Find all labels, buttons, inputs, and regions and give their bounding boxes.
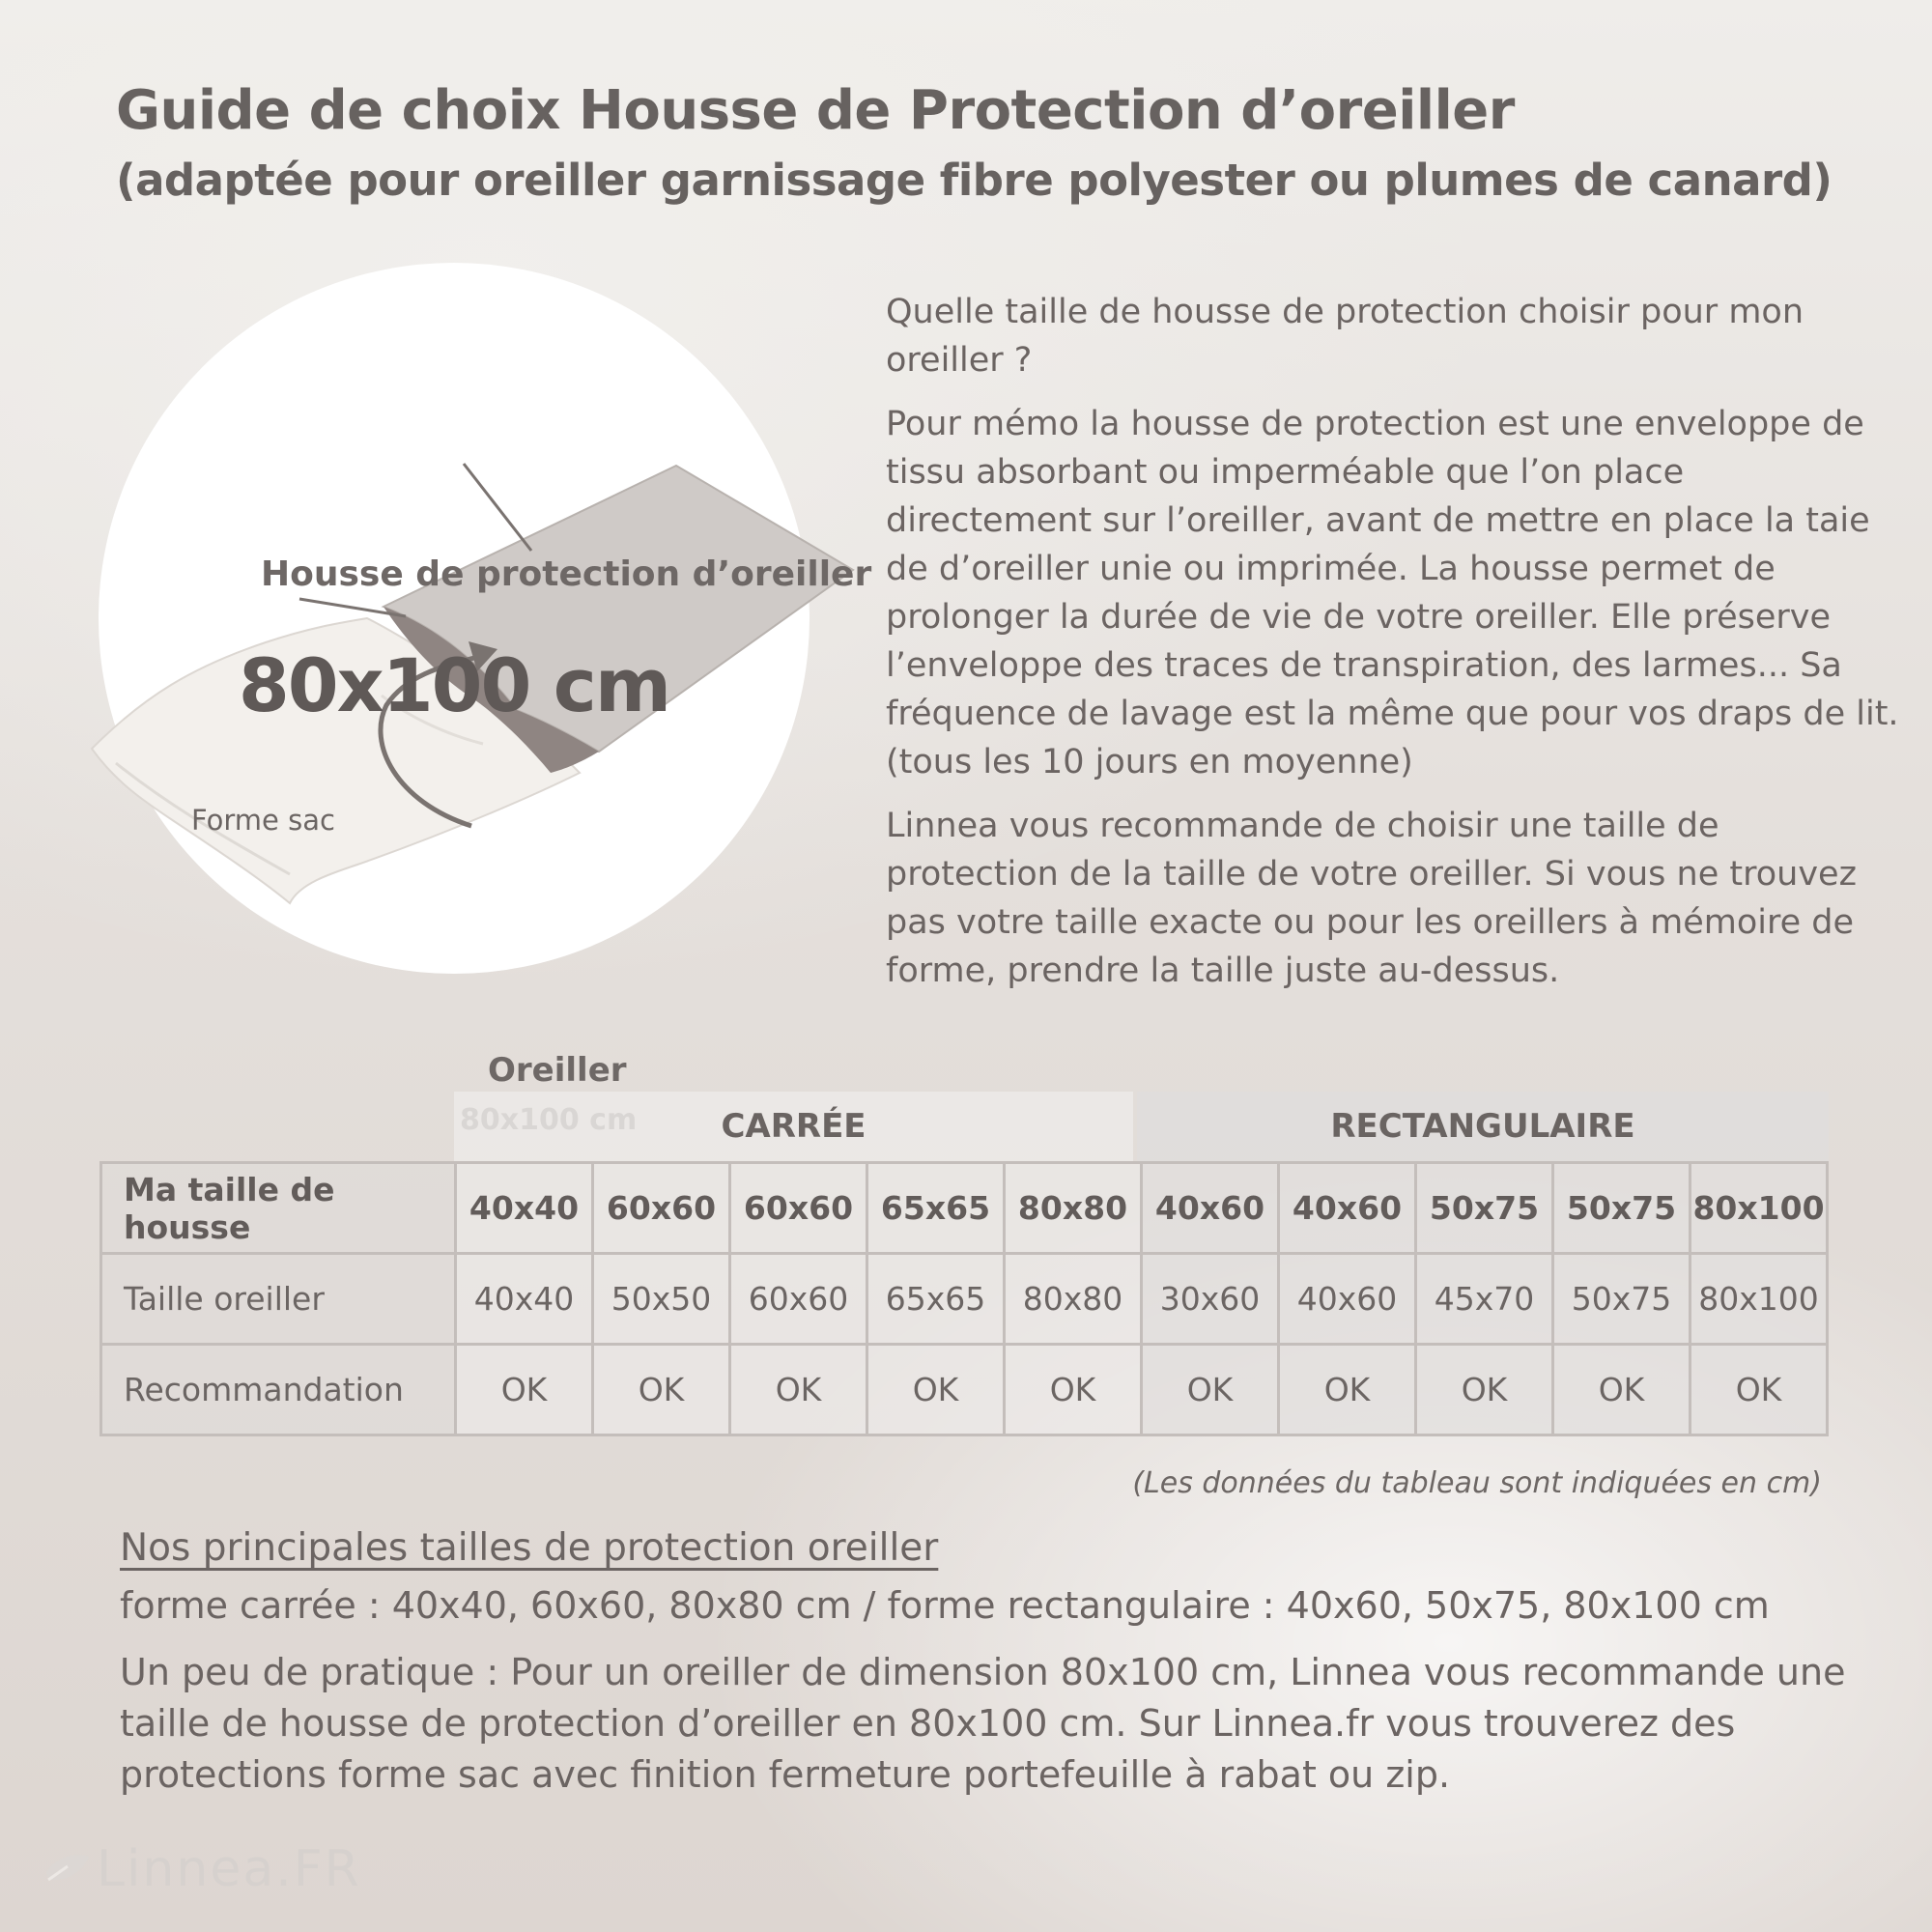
group-header-rectangulaire: RECTANGULAIRE — [1137, 1092, 1829, 1161]
table-cell: 60x60 — [730, 1254, 867, 1345]
brand-logo — [39, 1840, 361, 1898]
table-row-oreiller — [101, 1254, 1828, 1345]
leaf-icon — [39, 1845, 97, 1893]
table-cell: 40x40 — [456, 1254, 593, 1345]
table-cell: OK — [867, 1345, 1005, 1435]
table-cell: OK — [1553, 1345, 1690, 1435]
table-cell: 60x60 — [593, 1163, 730, 1254]
logo-text: Linnea.FR — [97, 1840, 361, 1898]
sizes-list: forme carrée : 40x40, 60x60, 80x80 cm / forme rectangulaire : 40x60, 50x75, 80x100 cm — [120, 1584, 1770, 1627]
table-cell: 40x60 — [1142, 1163, 1279, 1254]
table-cell: OK — [1279, 1345, 1416, 1435]
table-cell: OK — [593, 1345, 730, 1435]
page-title: Guide de choix Housse de Protection d’oreiller — [116, 79, 1515, 142]
table-note: (Les données du tableau sont indiquées en cm) — [1132, 1466, 1822, 1500]
intro-question: Quelle taille de housse de protection choisir pour mon oreiller ? — [886, 293, 1804, 380]
table-cell: 50x75 — [1553, 1254, 1690, 1345]
table-cell: 80x100 — [1690, 1163, 1828, 1254]
row-label: Recommandation — [101, 1345, 456, 1435]
table-cell: 65x65 — [867, 1254, 1005, 1345]
table-cell: OK — [1142, 1345, 1279, 1435]
table-row-housse — [101, 1163, 1828, 1254]
intro-paragraph-1: Pour mémo la housse de protection est une enveloppe de tissu absorbant ou imperméable que l’on place directement sur l’oreiller, avant de mettre en place la taie de d’oreiller unie ou imprimée. La housse permet de prolonger la durée de vie de votre oreiller. Elle préserve l’enveloppe des traces de transpiration, des larmes... Sa fréquence de lavage est la même que pour vos draps de lit. (tous les 10 jours en moyenne) — [886, 405, 1899, 781]
oreiller-label: Oreiller — [488, 1051, 627, 1090]
practical-tip: Un peu de pratique : Pour un oreiller de dimension 80x100 cm, Linnea vous recommande une taille de housse de protection d’oreiller en 80x100 cm. Sur Linnea.fr vous trouverez des protections forme sac avec finition fermeture portefeuille à rabat ou zip. — [120, 1651, 1846, 1796]
row-label: Ma taille de housse — [101, 1163, 456, 1254]
housse-size: 80x100 cm — [238, 642, 670, 728]
forme-sac-label: Forme sac — [191, 804, 335, 837]
row-label: Taille oreiller — [101, 1254, 456, 1345]
table-cell: OK — [1005, 1345, 1142, 1435]
size-table — [99, 1161, 1829, 1436]
table-cell: 80x80 — [1005, 1163, 1142, 1254]
pillow-drawing — [0, 251, 872, 985]
table-cell: 50x50 — [593, 1254, 730, 1345]
table-cell: 40x60 — [1279, 1163, 1416, 1254]
table-cell: OK — [730, 1345, 867, 1435]
intro-paragraph-2: Linnea vous recommande de choisir une taille de protection de la taille de votre oreiller. Si vous ne trouvez pas votre taille exacte ou pour les oreillers à mémoire de forme, prendre la taille juste au-dessus. — [886, 807, 1857, 990]
table-cell: 40x40 — [456, 1163, 593, 1254]
table-cell: 65x65 — [867, 1163, 1005, 1254]
housse-label: Housse de protection d’oreiller — [261, 554, 872, 594]
table-cell: OK — [1690, 1345, 1828, 1435]
table-cell: 45x70 — [1416, 1254, 1553, 1345]
sizes-heading: Nos principales tailles de protection oreiller — [120, 1526, 939, 1570]
pillow-illustration — [0, 251, 872, 1090]
table-cell: 80x100 — [1690, 1254, 1828, 1345]
table-cell: OK — [456, 1345, 593, 1435]
table-cell: 50x75 — [1416, 1163, 1553, 1254]
table-cell: 50x75 — [1553, 1163, 1690, 1254]
group-header-carree: CARRÉE — [454, 1092, 1133, 1161]
table-cell: 80x80 — [1005, 1254, 1142, 1345]
table-cell: 60x60 — [730, 1163, 867, 1254]
table-cell: OK — [1416, 1345, 1553, 1435]
table-row-recommandation — [101, 1345, 1828, 1435]
page-subtitle: (adaptée pour oreiller garnissage fibre polyester ou plumes de canard) — [116, 155, 1833, 206]
table-cell: 40x60 — [1279, 1254, 1416, 1345]
table-cell: 30x60 — [1142, 1254, 1279, 1345]
intro-text — [886, 288, 1900, 1010]
